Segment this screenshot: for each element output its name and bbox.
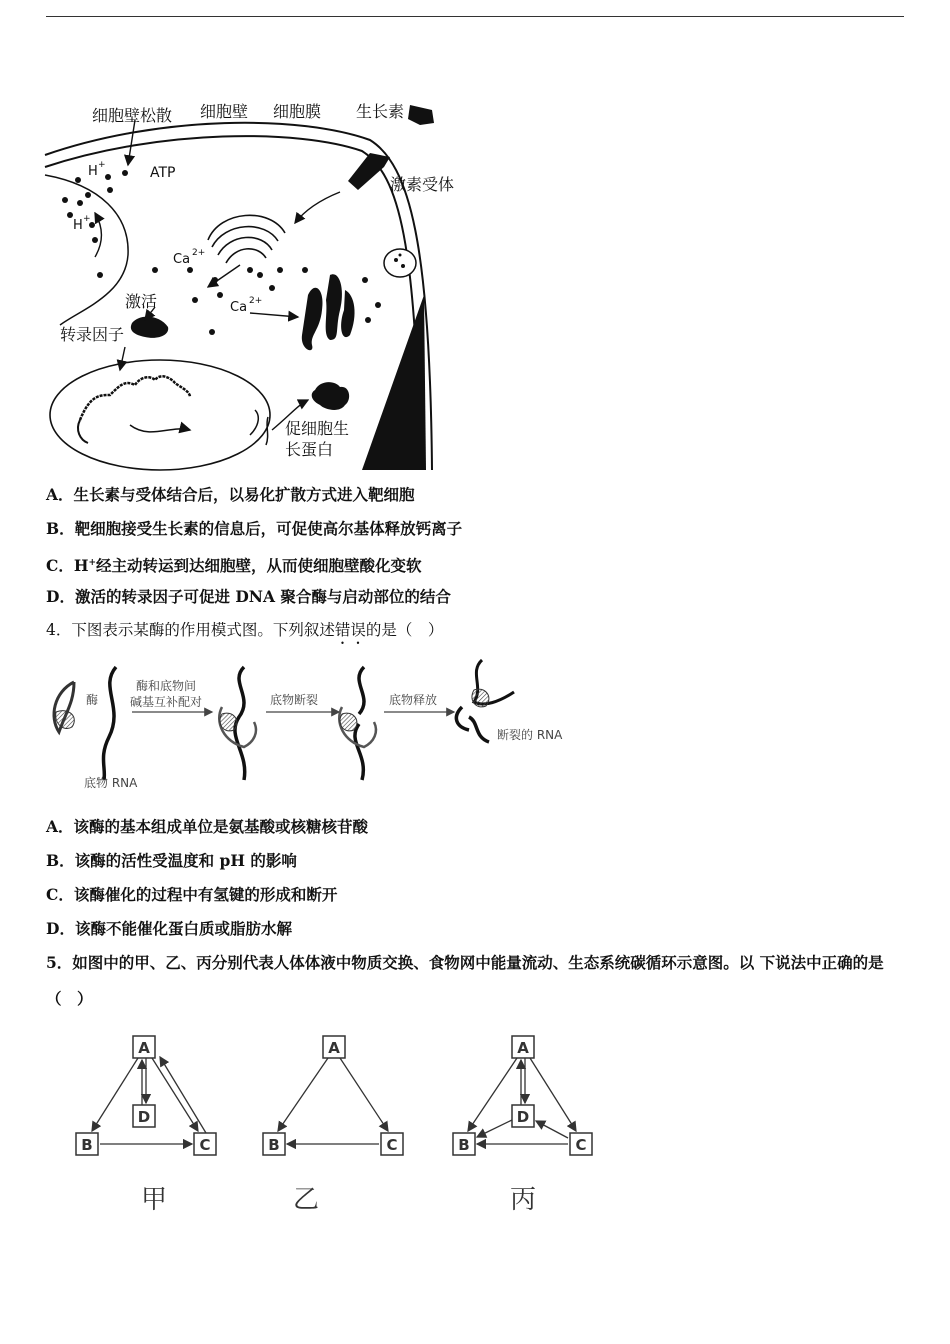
complex-2: [359, 667, 364, 714]
label-loose-wall: 细胞壁松散: [92, 106, 173, 125]
transcription-factor-shape: [131, 317, 168, 338]
q4-stem: [46, 620, 443, 648]
label-step3: 底物释放: [389, 693, 438, 707]
label-substrate: 底物 RNA: [84, 776, 138, 790]
q5-stem: 5．如图中的甲、乙、丙分别代表人体体液中物质交换、食物网中能量流动、生态系统碳循环示意图。以 下说法中正确的是（ ）: [46, 953, 884, 1008]
q4-stem-post: 的是（ ）: [365, 621, 444, 639]
diagram-name: 乙: [292, 1185, 320, 1215]
node-b: B: [81, 1136, 93, 1154]
option-text: 经主动转运到达细胞壁，从而使细胞壁酸化变软: [96, 556, 422, 576]
option-h: H: [73, 556, 89, 576]
dna-coil: [80, 376, 190, 420]
option-text: 该酶催化的过程中有氢键的形成和断开: [73, 885, 338, 904]
label-transcription-factor: 转录因子: [60, 325, 125, 344]
label-h-plus-2-sup: +: [83, 214, 91, 224]
option-text: 靶细胞接受生长素的信息后，可促使高尔基体释放钙离子: [74, 519, 463, 538]
label-membrane: 细胞膜: [273, 102, 322, 121]
label-step2: 底物断裂: [270, 693, 319, 707]
vacuole-dark: [362, 295, 426, 470]
label-enzyme: 酶: [86, 693, 99, 707]
ribozyme-figure: [44, 652, 584, 797]
option-letter: A．: [46, 485, 74, 504]
q5-diagrams: [70, 1033, 610, 1223]
label-h-plus-1: H: [88, 164, 98, 179]
label-atp: ATP: [150, 165, 176, 181]
option-sup: +: [88, 558, 97, 568]
top-rule: [46, 16, 904, 17]
cell-auxin-figure: [40, 95, 460, 475]
node-a: A: [328, 1039, 340, 1057]
q3-option-c: [46, 553, 422, 576]
growth-protein-shape: [312, 382, 349, 410]
option-text: 该酶不能催化蛋白质或脂肪水解: [74, 919, 292, 938]
label-h-plus-1-sup: +: [98, 160, 106, 170]
q4-option-b: [46, 851, 297, 871]
option-letter: A．: [46, 817, 74, 836]
q4-option-c: [46, 885, 337, 905]
node-a: A: [138, 1039, 150, 1057]
receptor: [348, 153, 390, 190]
diagram-name: 甲: [140, 1185, 168, 1215]
node-d: D: [516, 1108, 530, 1126]
option-letter: C．: [46, 885, 74, 904]
option-text: 激活的转录因子可促进 DNA 聚合酶与启动部位的结合: [74, 587, 451, 606]
node-b: B: [268, 1136, 280, 1154]
q4-option-d: [46, 919, 292, 939]
option-text: 该酶的基本组成单位是氨基酸或核糖核苷酸: [73, 817, 369, 836]
label-wall: 细胞壁: [200, 102, 249, 121]
q3-option-d: [46, 587, 451, 607]
diagram-yi: [263, 1036, 403, 1215]
label-auxin: 生长素: [356, 102, 405, 121]
node-d: D: [137, 1108, 151, 1126]
golgi: [208, 215, 285, 263]
option-letter: C．: [46, 556, 74, 576]
node-b: B: [458, 1136, 470, 1154]
label-ca-2-sup: 2+: [249, 296, 263, 306]
q3-option-b: [46, 519, 462, 539]
node-c: C: [386, 1136, 398, 1154]
q4-option-a: [46, 817, 368, 837]
label-ca-2: Ca: [230, 300, 248, 315]
label-ca-1-sup: 2+: [192, 248, 206, 258]
q4-stem-pre: 4．下图表示某酶的作用模式图。下列叙述: [46, 621, 335, 639]
cleaved-rna: [456, 707, 489, 742]
option-text: 生长素与受体结合后，以易化扩散方式进入靶细胞: [73, 485, 415, 504]
label-step1-l1: 酶和底物间: [136, 679, 197, 693]
label-protein-l1: 促细胞生: [285, 419, 350, 438]
auxin-shape: [408, 105, 434, 125]
option-text: 该酶的活性受温度和 pH 的影响: [74, 851, 297, 870]
label-ca-1: Ca: [173, 252, 191, 267]
label-activate: 激活: [125, 292, 158, 311]
label-protein-l2: 长蛋白: [285, 440, 334, 459]
node-a: A: [517, 1039, 529, 1057]
substrate-rna-1: [103, 667, 116, 780]
label-h-plus-2: H: [73, 218, 83, 233]
diagram-jia: [76, 1036, 216, 1215]
node-c: C: [575, 1136, 587, 1154]
node-c: C: [199, 1136, 211, 1154]
option-letter: D．: [46, 587, 75, 606]
diagram-name: 丙: [509, 1185, 537, 1215]
label-receptor: 激素受体: [390, 175, 455, 194]
option-letter: B．: [46, 851, 75, 870]
q4-stem-emphasis: 错误: [334, 621, 366, 639]
option-letter: B．: [46, 519, 75, 538]
option-letter: D．: [46, 919, 75, 938]
er: [302, 274, 355, 350]
label-product: 断裂的 RNA: [497, 728, 563, 742]
q3-option-a: [46, 485, 415, 505]
diagram-bing: [453, 1036, 592, 1215]
label-step1-l2: 碱基互补配对: [130, 695, 203, 709]
